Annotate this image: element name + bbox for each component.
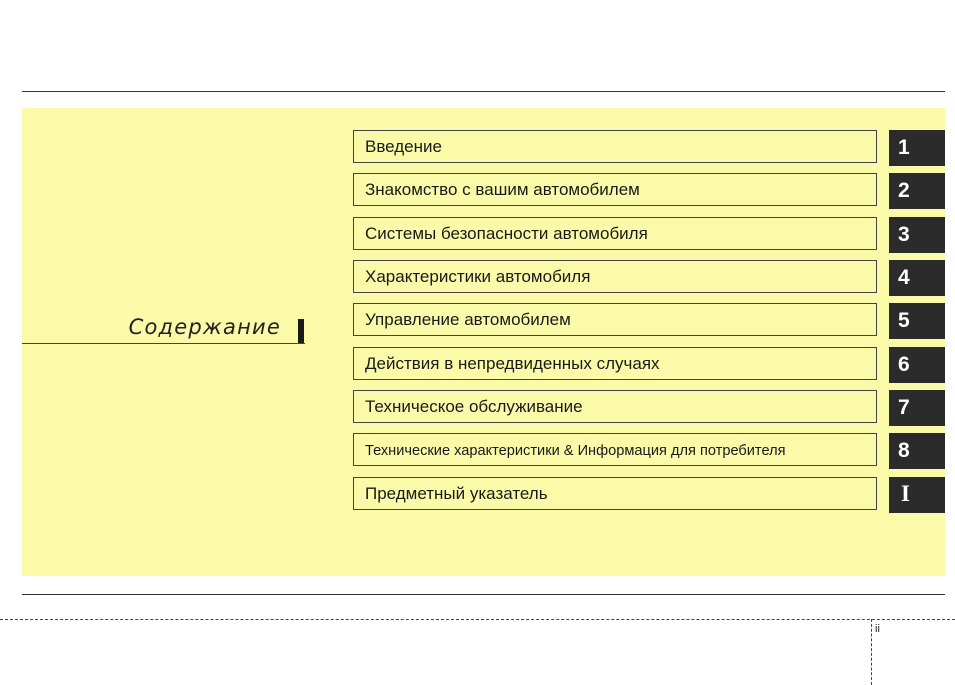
chapter-tab-number: 3: [898, 223, 910, 246]
chapter-tab-1[interactable]: [889, 130, 945, 166]
toc-entry-safety: [353, 217, 945, 253]
toc-link-getting-to-know[interactable]: [353, 173, 877, 206]
page-number: ii: [875, 623, 880, 635]
toc-link-introduction[interactable]: [353, 130, 877, 163]
toc-link-emergency[interactable]: [353, 347, 877, 380]
chapter-tab-index[interactable]: [889, 477, 945, 513]
chapter-tab-number: 7: [898, 396, 910, 419]
toc-entry-driving: [353, 303, 945, 339]
toc-entry-getting-to-know: [353, 173, 945, 209]
toc-link-features[interactable]: [353, 260, 877, 293]
chapter-tab-number: 6: [898, 353, 910, 376]
chapter-tab-3[interactable]: [889, 217, 945, 253]
toc-label: Техническое обслуживание: [365, 397, 583, 416]
toc-link-safety[interactable]: [353, 217, 877, 250]
toc-label: Предметный указатель: [365, 484, 548, 503]
toc-label: Введение: [365, 137, 442, 156]
toc-label: Управление автомобилем: [365, 310, 571, 329]
chapter-tab-number: I: [901, 481, 910, 506]
contents-heading: [22, 312, 305, 344]
toc-entry-index: [353, 477, 945, 513]
toc-link-driving[interactable]: [353, 303, 877, 336]
top-divider: [22, 91, 945, 92]
chapter-tab-5[interactable]: [889, 303, 945, 339]
crop-mark-horizontal: [0, 619, 955, 620]
chapter-tab-number: 8: [898, 439, 910, 462]
chapter-tab-4[interactable]: [889, 260, 945, 296]
chapter-tab-number: 4: [898, 266, 910, 289]
chapter-tab-number: 5: [898, 309, 910, 332]
title-marker-bar: [298, 319, 304, 343]
toc-label: Технические характеристики & Информация для потребителя: [365, 443, 786, 459]
toc-label: Системы безопасности автомобиля: [365, 224, 648, 243]
toc-entry-introduction: [353, 130, 945, 166]
crop-mark-vertical: [871, 619, 872, 685]
toc-entry-features: [353, 260, 945, 296]
toc-label: Знакомство с вашим автомобилем: [365, 180, 640, 199]
toc-link-maintenance[interactable]: [353, 390, 877, 423]
toc-label: Действия в непредвиденных случаях: [365, 354, 660, 373]
chapter-tab-number: 1: [898, 136, 910, 159]
chapter-tab-2[interactable]: [889, 173, 945, 209]
toc-entry-specifications: [353, 433, 945, 469]
chapter-tab-6[interactable]: [889, 347, 945, 383]
toc-link-specifications[interactable]: [353, 433, 877, 466]
chapter-tab-number: 2: [898, 179, 910, 202]
chapter-tab-8[interactable]: [889, 433, 945, 469]
toc-entry-maintenance: [353, 390, 945, 426]
chapter-tab-7[interactable]: [889, 390, 945, 426]
contents-title: Содержание: [128, 315, 281, 339]
toc-label: Характеристики автомобиля: [365, 267, 591, 286]
toc-link-index[interactable]: [353, 477, 877, 510]
toc-entry-emergency: [353, 347, 945, 383]
bottom-divider: [22, 594, 945, 595]
